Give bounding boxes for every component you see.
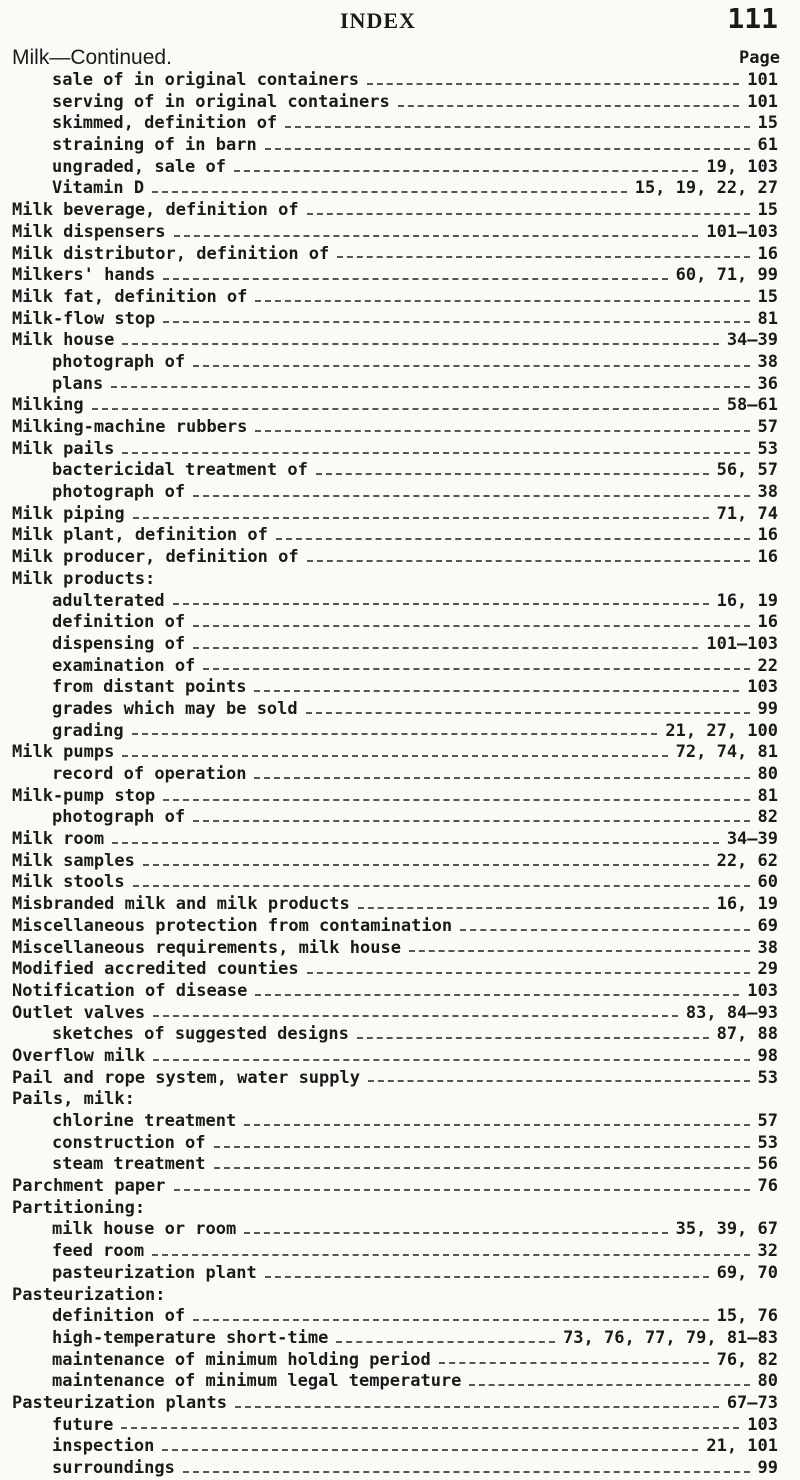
- dot-leader: [244, 1232, 667, 1234]
- entry-pages: 15: [757, 286, 778, 307]
- dot-leader: [193, 647, 698, 649]
- index-entry: [0, 1198, 800, 1220]
- dot-leader: [234, 170, 698, 172]
- entry-term: Milk piping: [12, 503, 125, 524]
- index-entry: [0, 244, 800, 266]
- dot-leader: [173, 603, 709, 605]
- index-subentry: [0, 1328, 800, 1350]
- dot-leader: [307, 213, 750, 215]
- entry-term: dispensing of: [52, 633, 186, 654]
- index-subentry: [0, 70, 800, 92]
- dot-leader: [122, 343, 718, 345]
- entry-pages: 99: [757, 698, 778, 719]
- index-subentry: [0, 634, 800, 656]
- entry-pages: 35, 39, 67: [675, 1219, 778, 1240]
- entry-term: serving of in original containers: [52, 91, 390, 112]
- entry-pages: 38: [757, 937, 778, 958]
- index-subentry: [0, 721, 800, 743]
- entry-term: steam treatment: [52, 1154, 206, 1175]
- entry-pages: 53: [757, 1132, 778, 1153]
- page-number: 111: [727, 2, 778, 35]
- dot-leader: [112, 842, 719, 844]
- entry-pages: 22: [757, 655, 778, 676]
- entry-pages: 72, 74, 81: [675, 742, 778, 763]
- entry-term: Parchment paper: [12, 1176, 166, 1197]
- dot-leader: [153, 1015, 678, 1017]
- entry-pages: 76: [757, 1176, 778, 1197]
- index-subentry: [0, 1133, 800, 1155]
- entry-term: Pail and rope system, water supply: [12, 1067, 360, 1088]
- entry-term: Milkers' hands: [12, 265, 156, 286]
- dot-leader: [368, 1080, 750, 1082]
- index-entry: [0, 872, 800, 894]
- entry-pages: 38: [757, 482, 778, 503]
- index-entry: [0, 1393, 800, 1415]
- entry-pages: 82: [757, 807, 778, 828]
- entry-term: surroundings: [52, 1458, 175, 1478]
- index-entry: [0, 1003, 800, 1025]
- dot-leader: [121, 1427, 739, 1429]
- dot-leader: [469, 1384, 749, 1386]
- dot-leader: [153, 1059, 749, 1061]
- entry-pages: 15, 19, 22, 27: [634, 178, 778, 199]
- index-entry: [0, 786, 800, 808]
- entry-pages: 16: [757, 243, 778, 264]
- entry-pages: 87, 88: [716, 1024, 778, 1045]
- entry-pages: 53: [757, 438, 778, 459]
- dot-leader: [193, 625, 749, 627]
- entry-term: bactericidal treatment of: [52, 460, 308, 481]
- entry-pages: 58–61: [726, 395, 778, 416]
- index-entry: [0, 417, 800, 439]
- index-entry: [0, 959, 800, 981]
- index-entries: [0, 70, 800, 1480]
- dot-leader: [152, 191, 627, 193]
- entry-pages: 98: [757, 1045, 778, 1066]
- entry-pages: 16: [757, 612, 778, 633]
- index-subentry: [0, 460, 800, 482]
- entry-term: skimmed, definition of: [52, 113, 278, 134]
- entry-term: adulterated: [52, 590, 165, 611]
- index-entry: [0, 395, 800, 417]
- dot-leader: [122, 452, 749, 454]
- entry-pages: 57: [757, 1111, 778, 1131]
- entry-term: Modified accredited counties: [12, 959, 299, 980]
- entry-pages: 16: [757, 547, 778, 568]
- entry-pages: 56, 57: [716, 460, 778, 481]
- entry-term: Milk pumps: [12, 742, 115, 763]
- entry-term: sketches of suggested designs: [52, 1024, 349, 1045]
- index-subentry: [0, 1263, 800, 1285]
- dot-leader: [398, 105, 740, 107]
- index-subentry: [0, 157, 800, 179]
- index-entry: [0, 1046, 800, 1068]
- index-subentry: [0, 352, 800, 374]
- entry-term: Milk products:: [12, 568, 156, 589]
- entry-term: sale of in original containers: [52, 70, 360, 90]
- entry-pages: 57: [757, 417, 778, 437]
- dot-leader: [193, 495, 749, 497]
- entry-term: Misbranded milk and milk products: [12, 894, 350, 915]
- dot-leader: [203, 668, 749, 670]
- entry-pages: 60, 71, 99: [675, 265, 778, 286]
- index-entry: [0, 1089, 800, 1111]
- entry-pages: 103: [747, 1414, 778, 1435]
- dot-leader: [265, 148, 750, 150]
- dot-leader: [162, 1449, 698, 1451]
- dot-leader: [133, 517, 709, 519]
- index-subentry: [0, 482, 800, 504]
- index-subentry: [0, 1024, 800, 1046]
- running-head-title: INDEX: [340, 8, 416, 33]
- dot-leader: [358, 907, 709, 909]
- entry-pages: 15: [757, 200, 778, 221]
- entry-pages: 15, 76: [716, 1306, 778, 1327]
- dot-leader: [163, 278, 667, 280]
- index-entry: [0, 851, 800, 873]
- entry-pages: 83, 84–93: [685, 1002, 778, 1023]
- dot-leader: [439, 1362, 709, 1364]
- entry-pages: 61: [757, 135, 778, 156]
- index-entry: [0, 439, 800, 461]
- entry-term: pasteurization plant: [52, 1262, 257, 1283]
- entry-pages: 76, 82: [716, 1349, 778, 1370]
- dot-leader: [265, 1276, 709, 1278]
- section-header: [0, 46, 800, 70]
- dot-leader: [214, 1146, 750, 1148]
- dot-leader: [174, 1189, 750, 1191]
- entry-pages: 21, 27, 100: [665, 720, 778, 741]
- entry-pages: 99: [757, 1458, 778, 1478]
- index-subentry: [0, 113, 800, 135]
- entry-pages: 81: [757, 785, 778, 806]
- entry-term: Milking: [12, 395, 84, 416]
- entry-term: Milk stools: [12, 872, 125, 893]
- index-entry: [0, 330, 800, 352]
- entry-term: photograph of: [52, 807, 186, 828]
- entry-pages: 73, 76, 77, 79, 81–83: [563, 1327, 778, 1348]
- entry-pages: 15: [757, 113, 778, 134]
- entry-pages: 69, 70: [716, 1262, 778, 1283]
- dot-leader: [193, 820, 749, 822]
- dot-leader: [133, 885, 750, 887]
- index-subentry: [0, 1219, 800, 1241]
- index-subentry: [0, 656, 800, 678]
- entry-pages: 32: [757, 1241, 778, 1262]
- entry-term: plans: [52, 373, 104, 394]
- entry-term: Milk house: [12, 330, 115, 351]
- entry-pages: 81: [757, 308, 778, 329]
- dot-leader: [152, 1254, 749, 1256]
- entry-pages: 16: [757, 525, 778, 546]
- index-subentry: [0, 178, 800, 200]
- index-subentry: [0, 1241, 800, 1263]
- index-entry: [0, 1068, 800, 1090]
- index-subentry: [0, 1415, 800, 1437]
- dot-leader: [307, 972, 750, 974]
- dot-leader: [306, 712, 750, 714]
- dot-leader: [132, 733, 658, 735]
- entry-pages: 16, 19: [716, 894, 778, 915]
- entry-term: Milk pails: [12, 438, 115, 459]
- dot-leader: [460, 929, 749, 931]
- entry-term: ungraded, sale of: [52, 156, 226, 177]
- entry-term: Pails, milk:: [12, 1089, 135, 1110]
- index-entry: [0, 916, 800, 938]
- dot-leader: [255, 300, 749, 302]
- dot-leader: [244, 1124, 749, 1126]
- entry-pages: 80: [757, 764, 778, 784]
- entry-term: milk house or room: [52, 1219, 237, 1240]
- dot-leader: [163, 321, 749, 323]
- dot-leader: [316, 473, 709, 475]
- entry-term: Milk-pump stop: [12, 785, 156, 806]
- entry-pages: 19, 103: [706, 156, 778, 177]
- index-subentry: [0, 1436, 800, 1458]
- index-entry: [0, 1285, 800, 1307]
- index-entry: [0, 894, 800, 916]
- entry-term: from distant points: [52, 677, 247, 698]
- dot-leader: [367, 83, 739, 85]
- entry-term: Milk samples: [12, 850, 135, 871]
- index-subentry: [0, 699, 800, 721]
- entry-pages: 69: [757, 915, 778, 936]
- index-entry: [0, 265, 800, 287]
- entry-pages: 103: [747, 980, 778, 1001]
- index-subentry: [0, 764, 800, 786]
- index-entry: [0, 222, 800, 244]
- entry-term: examination of: [52, 655, 196, 676]
- entry-term: Overflow milk: [12, 1045, 146, 1066]
- dot-leader: [183, 1471, 750, 1473]
- entry-term: Miscellaneous requirements, milk house: [12, 937, 401, 958]
- entry-term: inspection: [52, 1436, 155, 1457]
- index-subentry: [0, 612, 800, 634]
- entry-term: Milk producer, definition of: [12, 547, 299, 568]
- entry-pages: 67–73: [726, 1392, 778, 1413]
- entry-term: Milk fat, definition of: [12, 286, 248, 307]
- index-entry: [0, 309, 800, 331]
- dot-leader: [255, 994, 739, 996]
- index-subentry: [0, 1306, 800, 1328]
- entry-term: straining of in barn: [52, 135, 257, 156]
- index-subentry: [0, 1458, 800, 1480]
- index-entry: [0, 981, 800, 1003]
- index-entry: [0, 829, 800, 851]
- index-subentry: [0, 1350, 800, 1372]
- dot-leader: [174, 235, 699, 237]
- entry-pages: 101–103: [706, 633, 778, 654]
- index-entry: [0, 938, 800, 960]
- section-heading: Milk—Continued.: [12, 46, 172, 69]
- entry-pages: 38: [757, 351, 778, 372]
- entry-term: high-temperature short-time: [52, 1327, 329, 1348]
- entry-term: photograph of: [52, 482, 186, 503]
- dot-leader: [336, 1341, 555, 1343]
- page-column-label: Page: [739, 48, 780, 68]
- index-subentry: [0, 374, 800, 396]
- index-entry: [0, 287, 800, 309]
- entry-pages: 80: [757, 1371, 778, 1392]
- entry-term: construction of: [52, 1132, 206, 1153]
- dot-leader: [214, 1167, 750, 1169]
- dot-leader: [193, 1319, 709, 1321]
- index-subentry: [0, 1154, 800, 1176]
- index-subentry: [0, 135, 800, 157]
- dot-leader: [254, 777, 749, 779]
- dot-leader: [276, 538, 750, 540]
- entry-term: Milking-machine rubbers: [12, 417, 248, 437]
- entry-term: Milk dispensers: [12, 221, 166, 242]
- index-subentry: [0, 677, 800, 699]
- entry-term: definition of: [52, 1306, 186, 1327]
- dot-leader: [357, 1037, 709, 1039]
- entry-pages: 34–39: [726, 829, 778, 850]
- entry-pages: 103: [747, 677, 778, 698]
- entry-term: Notification of disease: [12, 980, 248, 1001]
- entry-term: Milk-flow stop: [12, 308, 156, 329]
- dot-leader: [254, 690, 739, 692]
- dot-leader: [255, 430, 749, 432]
- running-head: [0, 2, 800, 42]
- entry-pages: 53: [757, 1067, 778, 1088]
- index-subentry: [0, 92, 800, 114]
- entry-term: maintenance of minimum legal temperature: [52, 1371, 462, 1392]
- entry-term: Outlet valves: [12, 1002, 146, 1023]
- dot-leader: [92, 408, 719, 410]
- dot-leader: [163, 799, 749, 801]
- entry-term: Pasteurization:: [12, 1284, 166, 1305]
- dot-leader: [143, 864, 709, 866]
- index-entry: [0, 504, 800, 526]
- entry-pages: 101–103: [706, 221, 778, 242]
- dot-leader: [235, 1406, 719, 1408]
- index-entry: [0, 547, 800, 569]
- entry-term: maintenance of minimum holding period: [52, 1349, 431, 1370]
- index-entry: [0, 200, 800, 222]
- entry-pages: 29: [757, 959, 778, 980]
- entry-term: future: [52, 1414, 114, 1435]
- dot-leader: [337, 256, 749, 258]
- entry-term: Milk distributor, definition of: [12, 243, 330, 264]
- index-subentry: [0, 591, 800, 613]
- index-subentry: [0, 1111, 800, 1133]
- index-entry: [0, 1176, 800, 1198]
- entry-term: Miscellaneous protection from contamination: [12, 915, 453, 936]
- entry-term: Partitioning:: [12, 1197, 146, 1218]
- entry-term: Milk plant, definition of: [12, 525, 268, 546]
- entry-term: Vitamin D: [52, 178, 145, 199]
- entry-pages: 16, 19: [716, 590, 778, 611]
- dot-leader: [111, 386, 749, 388]
- entry-term: grading: [52, 720, 124, 741]
- dot-leader: [193, 365, 749, 367]
- entry-term: photograph of: [52, 351, 186, 372]
- index-entry: [0, 569, 800, 591]
- index-entry: [0, 525, 800, 547]
- entry-pages: 60: [757, 872, 778, 893]
- entry-pages: 56: [757, 1154, 778, 1175]
- entry-term: record of operation: [52, 764, 247, 784]
- index-subentry: [0, 1371, 800, 1393]
- entry-term: chlorine treatment: [52, 1111, 237, 1131]
- entry-term: Milk beverage, definition of: [12, 200, 299, 221]
- entry-term: feed room: [52, 1241, 145, 1262]
- entry-pages: 34–39: [726, 330, 778, 351]
- dot-leader: [285, 126, 749, 128]
- dot-leader: [409, 950, 750, 952]
- entry-pages: 22, 62: [716, 850, 778, 871]
- entry-term: definition of: [52, 612, 186, 633]
- entry-pages: 71, 74: [716, 503, 778, 524]
- index-entry: [0, 742, 800, 764]
- dot-leader: [307, 560, 750, 562]
- entry-term: Pasteurization plants: [12, 1392, 227, 1413]
- index-body: [0, 46, 800, 1480]
- index-subentry: [0, 807, 800, 829]
- entry-term: Milk room: [12, 829, 105, 850]
- entry-term: grades which may be sold: [52, 698, 298, 719]
- entry-pages: 36: [757, 373, 778, 394]
- entry-pages: 101: [747, 70, 778, 90]
- entry-pages: 101: [747, 91, 778, 112]
- dot-leader: [122, 755, 667, 757]
- entry-pages: 21, 101: [706, 1436, 778, 1457]
